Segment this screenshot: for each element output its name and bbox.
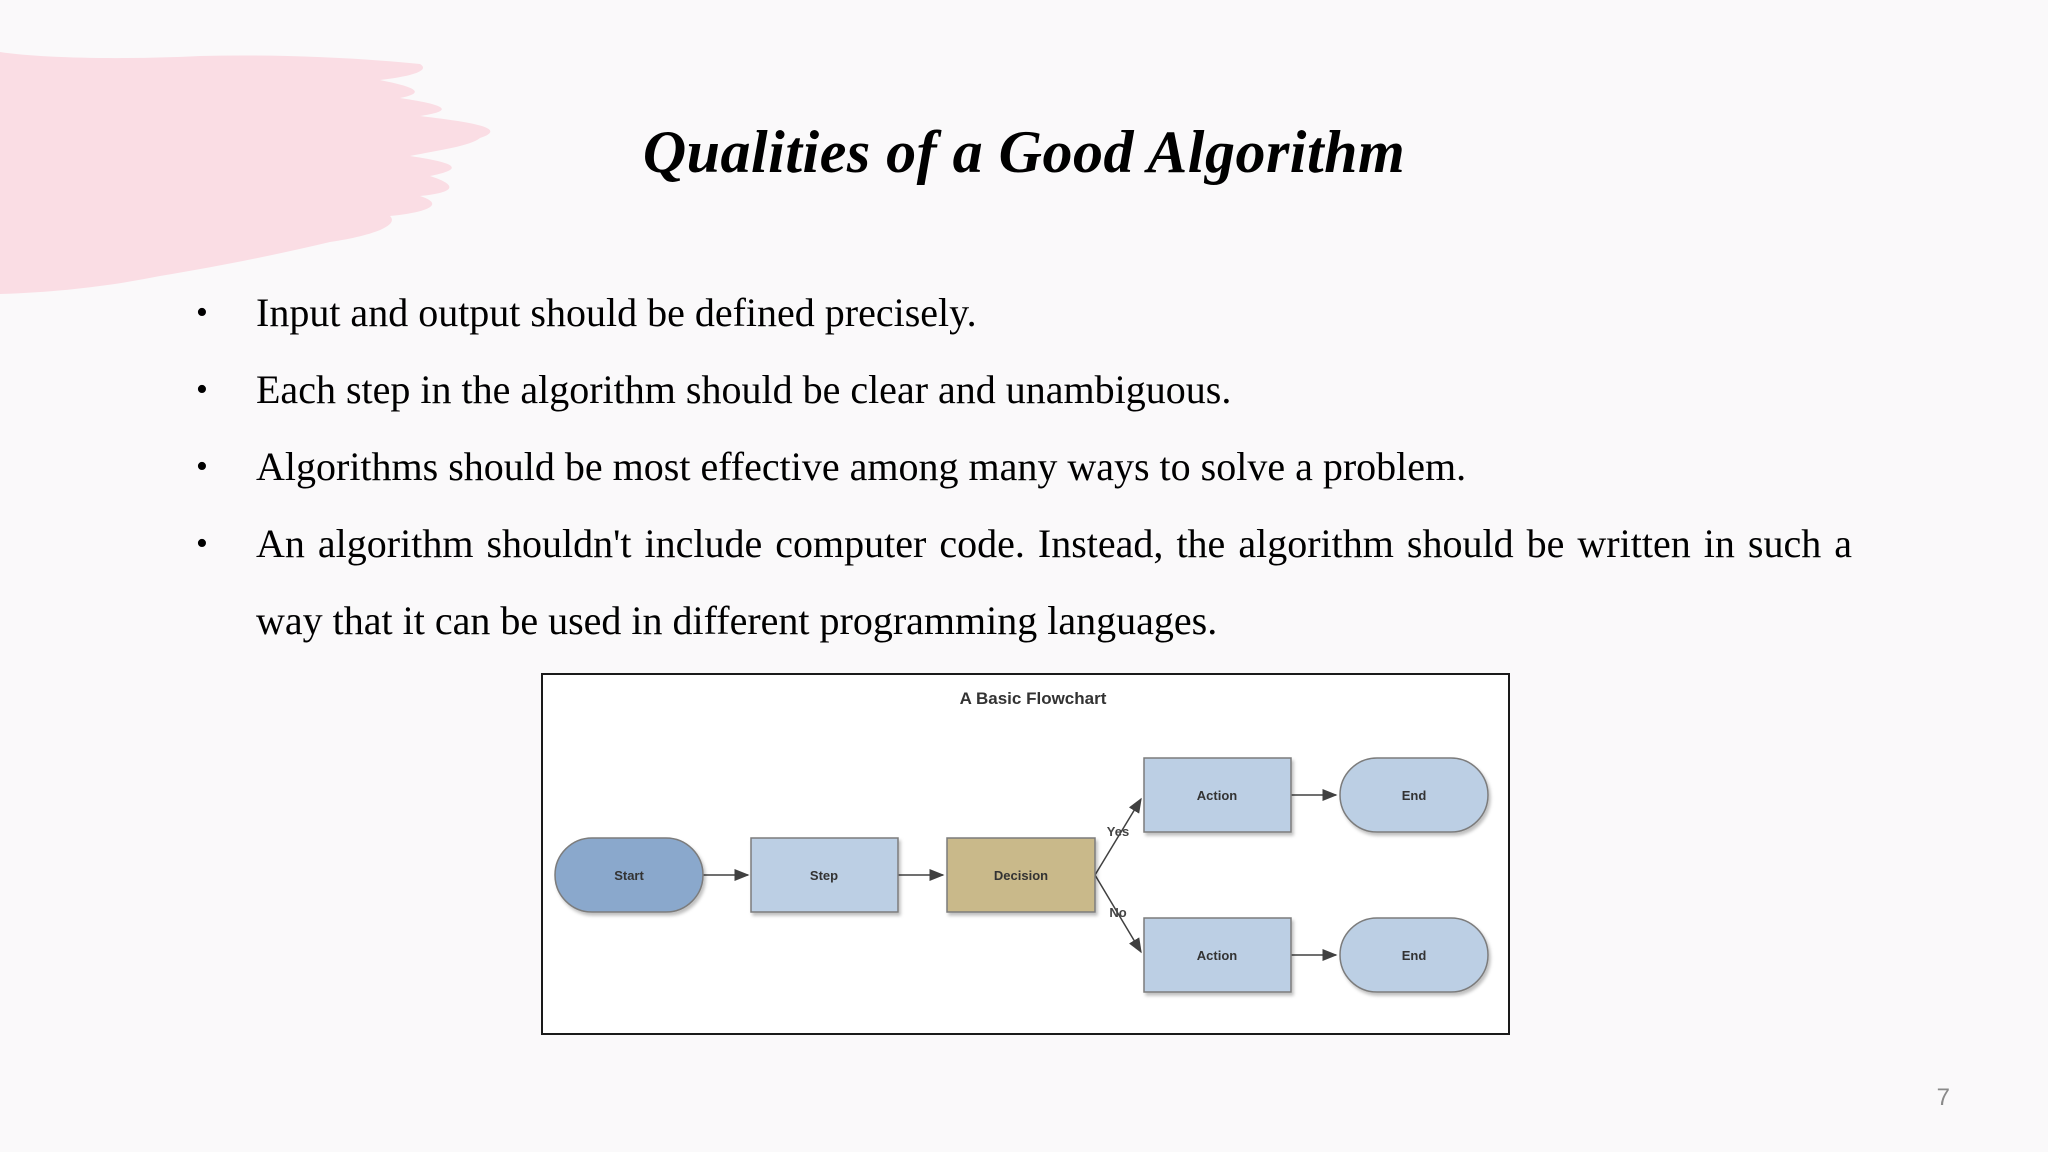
slide-title: Qualities of a Good Algorithm [642,119,1406,185]
node-step-label: Step [809,868,839,883]
node-action-yes-label: Action [1196,788,1238,803]
bullet-text: Each step in the algorithm should be clear and unambiguous. [256,367,1232,412]
node-decision-label: Decision [993,868,1049,883]
bullet-text: Algorithms should be most effective among many ways to solve a problem. [256,444,1467,489]
bullet-item [190,351,1852,428]
bullet-icon: • [196,525,208,562]
edge-label-no: No [1109,905,1127,920]
bullet-item [190,428,1852,505]
flowchart-diagram [543,675,1508,1033]
edge-label-yes: Yes [1106,824,1130,839]
bullet-icon: • [196,294,208,331]
node-start-label: Start [614,868,644,883]
node-end-yes-label: End [1401,788,1427,803]
node-end-no [1340,918,1488,992]
node-action-yes [1144,758,1291,832]
bullet-text: Input and output should be defined precisely. [256,290,977,335]
bullet-list [190,274,1852,659]
bullet-text: An algorithm shouldn't include computer code. Instead, the algorithm should be written in such a way that it can be used in different programming languages. [256,521,1852,643]
flowchart-title: A Basic Flowchart [959,689,1107,708]
bullet-item [190,274,1852,351]
bullet-item [190,505,1852,659]
node-end-no-label: End [1401,948,1427,963]
bullet-icon: • [196,371,208,408]
node-action-no-label: Action [1196,948,1238,963]
flowchart-image [541,673,1510,1035]
node-action-no [1144,918,1291,992]
page-number: 7 [1936,1084,1950,1111]
node-step [751,838,898,912]
node-decision [947,838,1095,912]
node-end-yes [1340,758,1488,832]
node-start [555,838,703,912]
bullet-icon: • [196,448,208,485]
